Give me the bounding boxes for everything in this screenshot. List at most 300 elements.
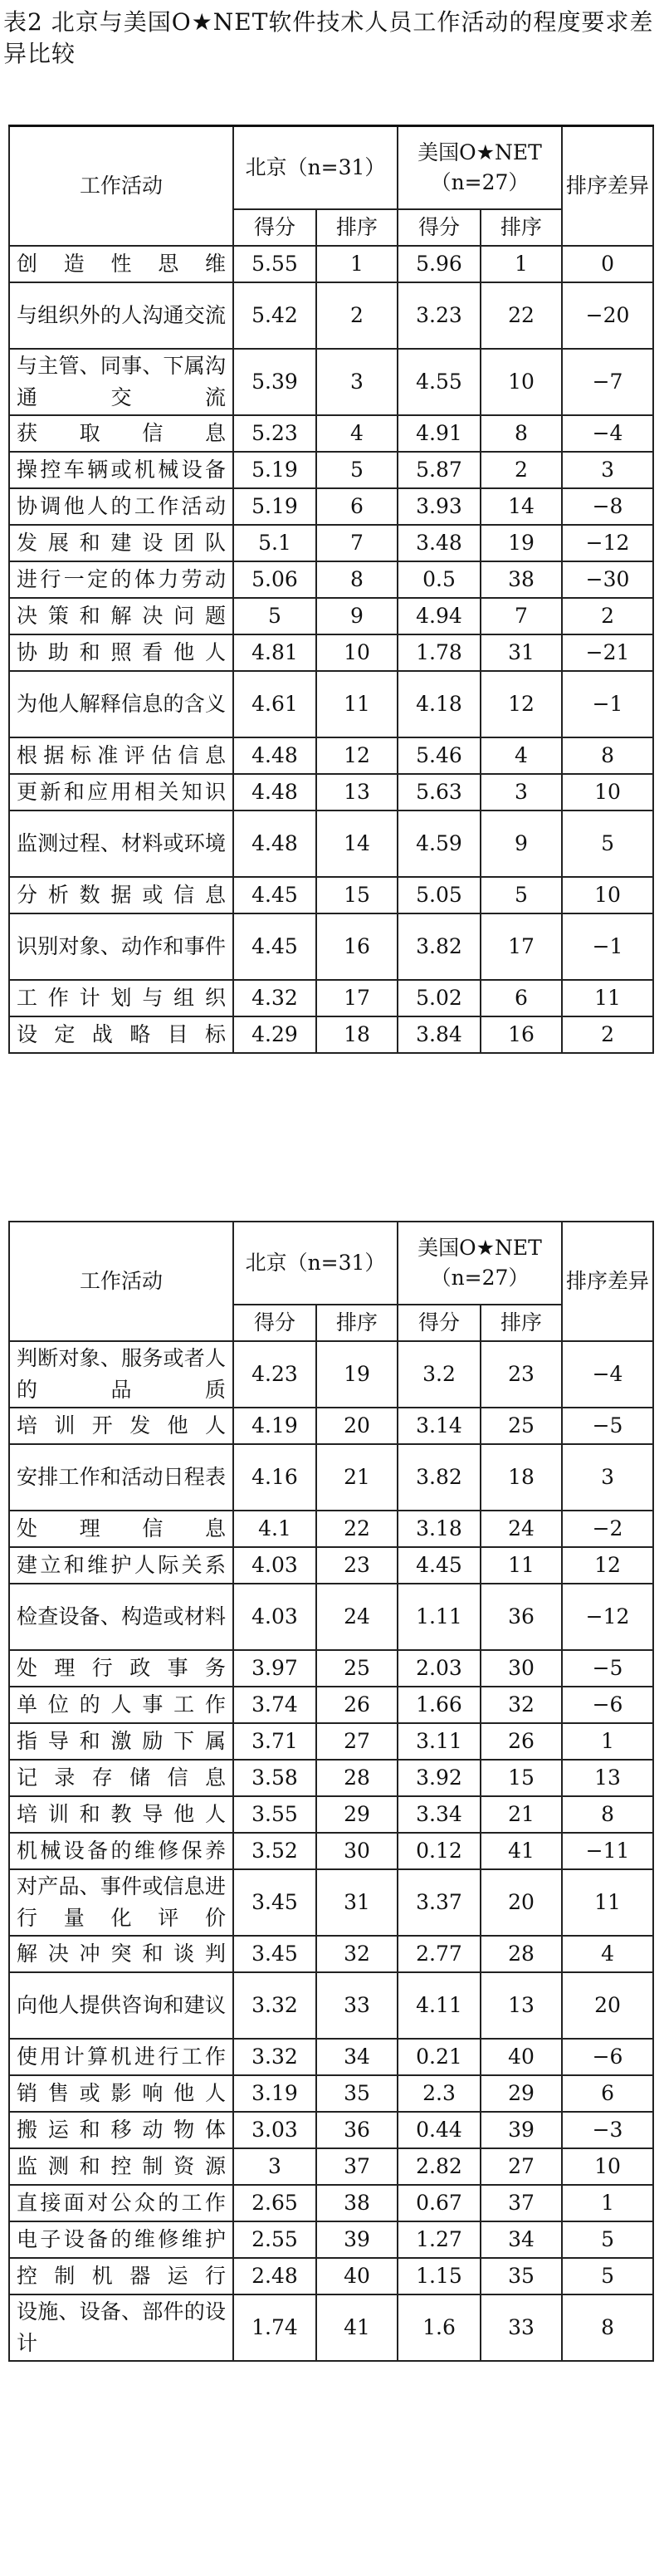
cell-beijing-score: 4.29 — [233, 1016, 316, 1053]
cell-rank-diff: 6 — [562, 2075, 653, 2112]
cell-beijing-score: 4.61 — [233, 671, 316, 737]
cell-beijing-rank: 15 — [316, 877, 398, 913]
cell-rank-diff: 11 — [562, 980, 653, 1016]
cell-rank-diff: −7 — [562, 349, 653, 415]
cell-us-score: 4.59 — [398, 811, 481, 877]
cell-us-rank: 16 — [481, 1016, 562, 1053]
cell-rank-diff: −4 — [562, 1341, 653, 1408]
cell-beijing-rank: 38 — [316, 2185, 398, 2221]
table-row — [9, 349, 653, 415]
cell-us-score: 3.2 — [398, 1341, 481, 1408]
table-row — [9, 1341, 653, 1408]
header-bj-rank: 排序 — [316, 1305, 398, 1341]
table-row — [9, 1650, 653, 1687]
table-row — [9, 1936, 653, 1972]
table-row — [9, 2148, 653, 2185]
cell-rank-diff: −12 — [562, 1584, 653, 1650]
cell-activity: 控制机器运行 — [9, 2258, 233, 2294]
table-row — [9, 598, 653, 634]
cell-us-score: 3.18 — [398, 1511, 481, 1547]
cell-beijing-score: 5 — [233, 598, 316, 634]
cell-us-score: 3.93 — [398, 488, 481, 525]
cell-us-score: 1.11 — [398, 1584, 481, 1650]
cell-beijing-rank: 13 — [316, 774, 398, 811]
cell-beijing-score: 3.45 — [233, 1936, 316, 1972]
cell-us-score: 5.87 — [398, 452, 481, 488]
cell-us-rank: 7 — [481, 598, 562, 634]
cell-rank-diff: −3 — [562, 2112, 653, 2148]
table-row — [9, 1833, 653, 1869]
cell-rank-diff: 10 — [562, 877, 653, 913]
cell-rank-diff: −2 — [562, 1511, 653, 1547]
cell-beijing-rank: 2 — [316, 282, 398, 349]
cell-rank-diff: −6 — [562, 2039, 653, 2075]
cell-beijing-score: 5.42 — [233, 282, 316, 349]
cell-activity: 机械设备的维修保养 — [9, 1833, 233, 1869]
header-bj-score: 得分 — [233, 209, 316, 246]
cell-beijing-rank: 33 — [316, 1972, 398, 2039]
cell-us-score: 1.6 — [398, 2294, 481, 2361]
cell-rank-diff: −20 — [562, 282, 653, 349]
cell-activity: 获取信息 — [9, 415, 233, 452]
cell-us-rank: 12 — [481, 671, 562, 737]
cell-rank-diff: −12 — [562, 525, 653, 561]
table-row — [9, 1869, 653, 1936]
cell-us-rank: 27 — [481, 2148, 562, 2185]
table-row — [9, 561, 653, 598]
cell-activity: 根据标准评估信息 — [9, 737, 233, 774]
cell-rank-diff: −5 — [562, 1408, 653, 1444]
cell-beijing-rank: 25 — [316, 1650, 398, 1687]
cell-beijing-rank: 8 — [316, 561, 398, 598]
cell-activity: 检查设备、构造或材料 — [9, 1584, 233, 1650]
cell-us-rank: 9 — [481, 811, 562, 877]
cell-activity: 培训和教导他人 — [9, 1796, 233, 1833]
cell-activity: 发展和建设团队 — [9, 525, 233, 561]
cell-activity: 直接面对公众的工作 — [9, 2185, 233, 2221]
cell-us-score: 3.37 — [398, 1869, 481, 1936]
cell-us-rank: 31 — [481, 634, 562, 671]
cell-us-score: 4.91 — [398, 415, 481, 452]
cell-us-rank: 10 — [481, 349, 562, 415]
cell-activity: 建立和维护人际关系 — [9, 1547, 233, 1584]
cell-beijing-score: 3 — [233, 2148, 316, 2185]
table-caption: 表2 北京与美国O★NET软件技术人员工作活动的程度要求差异比较 — [3, 8, 654, 67]
cell-us-rank: 19 — [481, 525, 562, 561]
cell-activity: 处理信息 — [9, 1511, 233, 1547]
cell-beijing-rank: 3 — [316, 349, 398, 415]
table-row — [9, 2185, 653, 2221]
header-us-rank: 排序 — [481, 1305, 562, 1341]
cell-us-rank: 4 — [481, 737, 562, 774]
cell-beijing-score: 5.39 — [233, 349, 316, 415]
cell-beijing-score: 5.19 — [233, 488, 316, 525]
comparison-table-part2 — [8, 1221, 654, 2362]
comparison-table-part1 — [8, 125, 654, 1054]
cell-activity: 培训开发他人 — [9, 1408, 233, 1444]
cell-us-rank: 17 — [481, 913, 562, 980]
cell-us-score: 4.18 — [398, 671, 481, 737]
cell-activity: 安排工作和活动日程表 — [9, 1444, 233, 1511]
header-us-rank: 排序 — [481, 209, 562, 246]
table-row — [9, 452, 653, 488]
cell-beijing-rank: 11 — [316, 671, 398, 737]
table-row — [9, 1723, 653, 1760]
table-row — [9, 525, 653, 561]
cell-us-score: 1.27 — [398, 2221, 481, 2258]
cell-us-score: 2.82 — [398, 2148, 481, 2185]
cell-beijing-rank: 32 — [316, 1936, 398, 1972]
cell-us-score: 0.21 — [398, 2039, 481, 2075]
cell-rank-diff: 20 — [562, 1972, 653, 2039]
cell-us-score: 3.23 — [398, 282, 481, 349]
table-row — [9, 2039, 653, 2075]
table-body-part1 — [9, 246, 653, 1053]
cell-beijing-rank: 35 — [316, 2075, 398, 2112]
cell-rank-diff: 5 — [562, 811, 653, 877]
cell-us-score: 1.66 — [398, 1687, 481, 1723]
header-us: 美国O★NET（n=27） — [398, 1222, 562, 1305]
cell-beijing-rank: 22 — [316, 1511, 398, 1547]
cell-beijing-score: 2.48 — [233, 2258, 316, 2294]
cell-activity: 设定战略目标 — [9, 1016, 233, 1053]
cell-rank-diff: 10 — [562, 2148, 653, 2185]
cell-us-score: 4.94 — [398, 598, 481, 634]
cell-beijing-score: 4.48 — [233, 737, 316, 774]
cell-beijing-rank: 29 — [316, 1796, 398, 1833]
cell-activity: 搬运和移动物体 — [9, 2112, 233, 2148]
cell-rank-diff: 3 — [562, 1444, 653, 1511]
cell-activity: 对产品、事件或信息进行量化评价 — [9, 1869, 233, 1936]
cell-rank-diff: 5 — [562, 2258, 653, 2294]
cell-us-score: 5.05 — [398, 877, 481, 913]
cell-us-rank: 15 — [481, 1760, 562, 1796]
cell-activity: 监测过程、材料或环境 — [9, 811, 233, 877]
cell-beijing-rank: 27 — [316, 1723, 398, 1760]
header-activity: 工作活动 — [9, 1222, 233, 1341]
cell-us-rank: 14 — [481, 488, 562, 525]
cell-activity: 协调他人的工作活动 — [9, 488, 233, 525]
cell-beijing-rank: 10 — [316, 634, 398, 671]
cell-activity: 设施、设备、部件的设计 — [9, 2294, 233, 2361]
cell-us-score: 1.78 — [398, 634, 481, 671]
header-us-score: 得分 — [398, 1305, 481, 1341]
cell-rank-diff: −11 — [562, 1833, 653, 1869]
table-row — [9, 282, 653, 349]
cell-activity: 创造性思维 — [9, 246, 233, 282]
cell-rank-diff: −1 — [562, 913, 653, 980]
cell-us-score: 3.92 — [398, 1760, 481, 1796]
table-row — [9, 1444, 653, 1511]
cell-beijing-rank: 37 — [316, 2148, 398, 2185]
cell-beijing-score: 4.81 — [233, 634, 316, 671]
cell-beijing-score: 4.1 — [233, 1511, 316, 1547]
cell-beijing-rank: 4 — [316, 415, 398, 452]
table-row — [9, 1584, 653, 1650]
header-beijing: 北京（n=31） — [233, 126, 398, 209]
cell-beijing-score: 5.1 — [233, 525, 316, 561]
cell-beijing-score: 4.19 — [233, 1408, 316, 1444]
cell-rank-diff: 12 — [562, 1547, 653, 1584]
cell-us-rank: 13 — [481, 1972, 562, 2039]
cell-beijing-score: 1.74 — [233, 2294, 316, 2361]
cell-us-rank: 3 — [481, 774, 562, 811]
cell-activity: 向他人提供咨询和建议 — [9, 1972, 233, 2039]
cell-us-score: 5.46 — [398, 737, 481, 774]
cell-rank-diff: 10 — [562, 774, 653, 811]
cell-beijing-score: 3.55 — [233, 1796, 316, 1833]
table-row — [9, 2075, 653, 2112]
cell-activity: 解决冲突和谈判 — [9, 1936, 233, 1972]
cell-activity: 操控车辆或机械设备 — [9, 452, 233, 488]
cell-beijing-rank: 24 — [316, 1584, 398, 1650]
cell-beijing-rank: 12 — [316, 737, 398, 774]
table-row — [9, 913, 653, 980]
cell-beijing-rank: 36 — [316, 2112, 398, 2148]
cell-beijing-rank: 31 — [316, 1869, 398, 1936]
table-row — [9, 415, 653, 452]
cell-us-score: 0.67 — [398, 2185, 481, 2221]
cell-beijing-score: 5.06 — [233, 561, 316, 598]
table-row — [9, 877, 653, 913]
header-us: 美国O★NET（n=27） — [398, 126, 562, 209]
table-row — [9, 774, 653, 811]
cell-rank-diff: 8 — [562, 1796, 653, 1833]
cell-us-rank: 26 — [481, 1723, 562, 1760]
table-row — [9, 1796, 653, 1833]
cell-us-rank: 20 — [481, 1869, 562, 1936]
table-row — [9, 1760, 653, 1796]
cell-us-score: 3.84 — [398, 1016, 481, 1053]
cell-us-rank: 22 — [481, 282, 562, 349]
header-bj-score: 得分 — [233, 1305, 316, 1341]
cell-beijing-rank: 30 — [316, 1833, 398, 1869]
cell-beijing-score: 4.23 — [233, 1341, 316, 1408]
cell-beijing-rank: 20 — [316, 1408, 398, 1444]
cell-rank-diff: −21 — [562, 634, 653, 671]
cell-activity: 单位的人事工作 — [9, 1687, 233, 1723]
cell-us-rank: 36 — [481, 1584, 562, 1650]
cell-beijing-score: 3.45 — [233, 1869, 316, 1936]
table-row — [9, 246, 653, 282]
cell-us-rank: 33 — [481, 2294, 562, 2361]
cell-us-rank: 2 — [481, 452, 562, 488]
cell-activity: 识别对象、动作和事件 — [9, 913, 233, 980]
cell-beijing-score: 3.32 — [233, 2039, 316, 2075]
header-bj-rank: 排序 — [316, 209, 398, 246]
table-row — [9, 2258, 653, 2294]
cell-us-rank: 41 — [481, 1833, 562, 1869]
cell-activity: 与组织外的人沟通交流 — [9, 282, 233, 349]
cell-beijing-score: 3.74 — [233, 1687, 316, 1723]
cell-beijing-score: 4.32 — [233, 980, 316, 1016]
cell-us-rank: 39 — [481, 2112, 562, 2148]
cell-beijing-score: 4.45 — [233, 877, 316, 913]
table-row — [9, 980, 653, 1016]
cell-us-rank: 18 — [481, 1444, 562, 1511]
cell-us-rank: 11 — [481, 1547, 562, 1584]
cell-beijing-score: 4.48 — [233, 811, 316, 877]
cell-activity: 决策和解决问题 — [9, 598, 233, 634]
cell-us-score: 2.3 — [398, 2075, 481, 2112]
cell-beijing-score: 3.97 — [233, 1650, 316, 1687]
cell-us-rank: 34 — [481, 2221, 562, 2258]
cell-us-rank: 6 — [481, 980, 562, 1016]
cell-us-score: 3.82 — [398, 1444, 481, 1511]
cell-rank-diff: −4 — [562, 415, 653, 452]
table-row — [9, 634, 653, 671]
table-row — [9, 488, 653, 525]
table-row — [9, 2221, 653, 2258]
cell-rank-diff: 13 — [562, 1760, 653, 1796]
cell-beijing-score: 4.16 — [233, 1444, 316, 1511]
cell-us-rank: 24 — [481, 1511, 562, 1547]
header-us-score: 得分 — [398, 209, 481, 246]
cell-us-score: 0.44 — [398, 2112, 481, 2148]
cell-beijing-rank: 28 — [316, 1760, 398, 1796]
cell-rank-diff: −5 — [562, 1650, 653, 1687]
cell-beijing-rank: 9 — [316, 598, 398, 634]
cell-beijing-rank: 41 — [316, 2294, 398, 2361]
cell-us-score: 4.11 — [398, 1972, 481, 2039]
cell-rank-diff: 8 — [562, 2294, 653, 2361]
cell-us-rank: 23 — [481, 1341, 562, 1408]
cell-rank-diff: 8 — [562, 737, 653, 774]
table-row — [9, 811, 653, 877]
cell-rank-diff: −8 — [562, 488, 653, 525]
cell-us-score: 1.15 — [398, 2258, 481, 2294]
cell-beijing-rank: 23 — [316, 1547, 398, 1584]
cell-us-score: 3.82 — [398, 913, 481, 980]
header-rank-diff: 排序差异 — [562, 126, 653, 246]
cell-us-score: 3.48 — [398, 525, 481, 561]
cell-beijing-score: 3.03 — [233, 2112, 316, 2148]
cell-rank-diff: 5 — [562, 2221, 653, 2258]
cell-beijing-rank: 6 — [316, 488, 398, 525]
cell-rank-diff: 11 — [562, 1869, 653, 1936]
cell-us-rank: 29 — [481, 2075, 562, 2112]
header-beijing: 北京（n=31） — [233, 1222, 398, 1305]
cell-us-rank: 5 — [481, 877, 562, 913]
cell-us-rank: 1 — [481, 246, 562, 282]
cell-us-rank: 21 — [481, 1796, 562, 1833]
cell-activity: 电子设备的维修维护 — [9, 2221, 233, 2258]
cell-us-rank: 32 — [481, 1687, 562, 1723]
cell-beijing-rank: 1 — [316, 246, 398, 282]
cell-beijing-rank: 26 — [316, 1687, 398, 1723]
table-row — [9, 1687, 653, 1723]
cell-beijing-score: 5.55 — [233, 246, 316, 282]
table-body-part2 — [9, 1341, 653, 2361]
cell-activity: 与主管、同事、下属沟通交流 — [9, 349, 233, 415]
cell-us-score: 0.12 — [398, 1833, 481, 1869]
cell-us-rank: 40 — [481, 2039, 562, 2075]
table-row — [9, 1511, 653, 1547]
table-row — [9, 1972, 653, 2039]
cell-activity: 分析数据或信息 — [9, 877, 233, 913]
cell-us-score: 5.02 — [398, 980, 481, 1016]
cell-beijing-score: 3.32 — [233, 1972, 316, 2039]
cell-us-score: 5.96 — [398, 246, 481, 282]
cell-activity: 指导和激励下属 — [9, 1723, 233, 1760]
cell-beijing-score: 3.19 — [233, 2075, 316, 2112]
cell-beijing-score: 3.58 — [233, 1760, 316, 1796]
cell-us-score: 2.77 — [398, 1936, 481, 1972]
cell-activity: 销售或影响他人 — [9, 2075, 233, 2112]
cell-activity: 协助和照看他人 — [9, 634, 233, 671]
cell-us-score: 3.34 — [398, 1796, 481, 1833]
cell-beijing-rank: 7 — [316, 525, 398, 561]
cell-rank-diff: 2 — [562, 1016, 653, 1053]
cell-us-score: 0.5 — [398, 561, 481, 598]
cell-beijing-rank: 39 — [316, 2221, 398, 2258]
cell-rank-diff: 2 — [562, 598, 653, 634]
cell-activity: 记录存储信息 — [9, 1760, 233, 1796]
cell-beijing-score: 4.48 — [233, 774, 316, 811]
cell-beijing-rank: 34 — [316, 2039, 398, 2075]
cell-us-score: 4.45 — [398, 1547, 481, 1584]
cell-beijing-score: 2.65 — [233, 2185, 316, 2221]
cell-activity: 使用计算机进行工作 — [9, 2039, 233, 2075]
cell-us-rank: 38 — [481, 561, 562, 598]
cell-beijing-score: 4.45 — [233, 913, 316, 980]
cell-us-rank: 37 — [481, 2185, 562, 2221]
cell-rank-diff: 4 — [562, 1936, 653, 1972]
table-row — [9, 671, 653, 737]
cell-activity: 判断对象、服务或者人的品质 — [9, 1341, 233, 1408]
cell-us-rank: 28 — [481, 1936, 562, 1972]
cell-us-rank: 30 — [481, 1650, 562, 1687]
cell-rank-diff: −1 — [562, 671, 653, 737]
cell-activity: 处理行政事务 — [9, 1650, 233, 1687]
cell-beijing-rank: 18 — [316, 1016, 398, 1053]
cell-us-rank: 25 — [481, 1408, 562, 1444]
cell-us-score: 3.11 — [398, 1723, 481, 1760]
cell-activity: 进行一定的体力劳动 — [9, 561, 233, 598]
table-row — [9, 1547, 653, 1584]
cell-activity: 工作计划与组织 — [9, 980, 233, 1016]
cell-beijing-score: 3.52 — [233, 1833, 316, 1869]
cell-us-score: 3.14 — [398, 1408, 481, 1444]
cell-us-score: 4.55 — [398, 349, 481, 415]
cell-beijing-rank: 16 — [316, 913, 398, 980]
header-activity: 工作活动 — [9, 126, 233, 246]
cell-rank-diff: 1 — [562, 2185, 653, 2221]
cell-rank-diff: −30 — [562, 561, 653, 598]
cell-activity: 更新和应用相关知识 — [9, 774, 233, 811]
cell-beijing-score: 4.03 — [233, 1547, 316, 1584]
cell-beijing-score: 4.03 — [233, 1584, 316, 1650]
cell-activity: 为他人解释信息的含义 — [9, 671, 233, 737]
table-row — [9, 1016, 653, 1053]
cell-rank-diff: 1 — [562, 1723, 653, 1760]
cell-activity: 监测和控制资源 — [9, 2148, 233, 2185]
cell-beijing-score: 5.23 — [233, 415, 316, 452]
cell-beijing-rank: 14 — [316, 811, 398, 877]
cell-rank-diff: 0 — [562, 246, 653, 282]
cell-beijing-rank: 5 — [316, 452, 398, 488]
cell-beijing-score: 2.55 — [233, 2221, 316, 2258]
cell-us-score: 2.03 — [398, 1650, 481, 1687]
cell-beijing-rank: 21 — [316, 1444, 398, 1511]
table-row — [9, 2294, 653, 2361]
table-row — [9, 2112, 653, 2148]
table-row — [9, 737, 653, 774]
cell-us-rank: 35 — [481, 2258, 562, 2294]
cell-beijing-rank: 17 — [316, 980, 398, 1016]
cell-beijing-rank: 40 — [316, 2258, 398, 2294]
table-row — [9, 1408, 653, 1444]
